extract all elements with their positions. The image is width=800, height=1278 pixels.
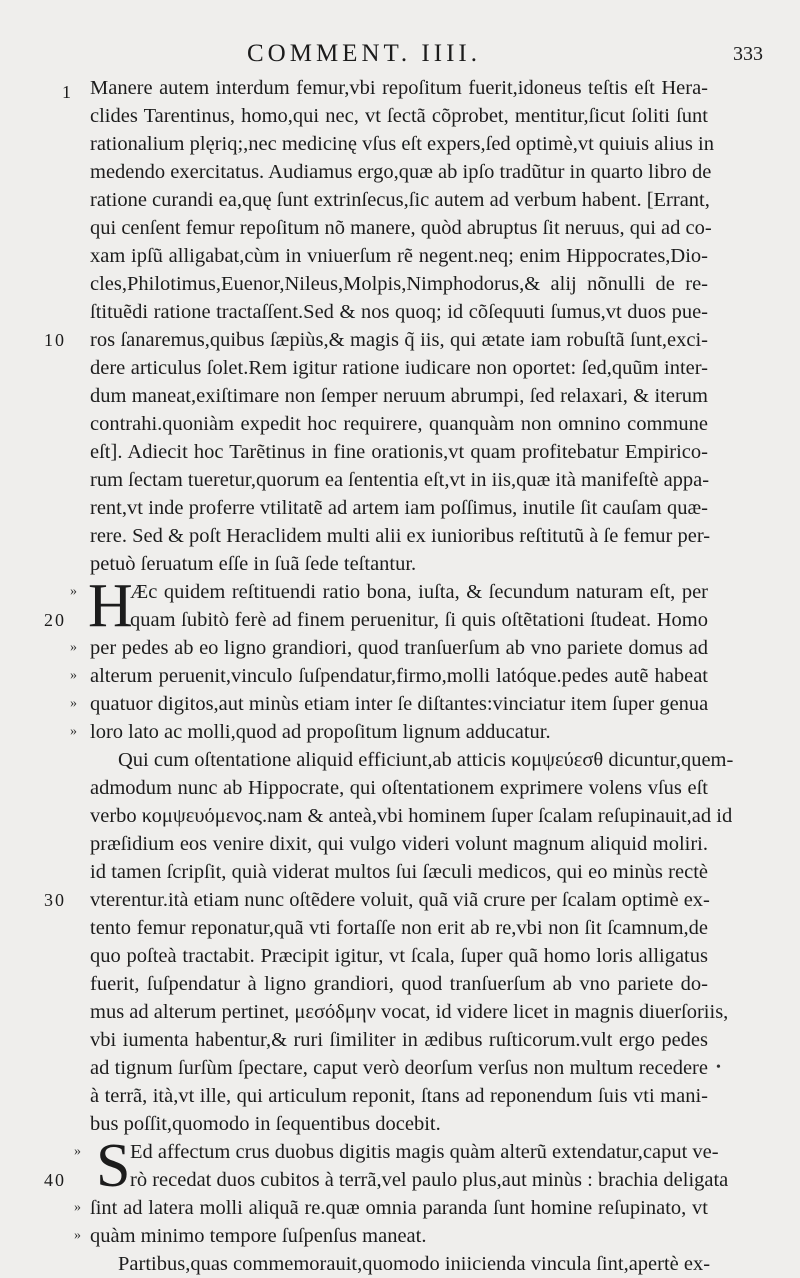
text-line: præſidium eos venire dixit, qui vulgo videri volunt magnum aliquid moliri.	[90, 833, 708, 855]
text-line: eſt]. Adiecit hoc Tarẽtinus in fine orationis,vt quam profitebatur Empirico-	[90, 441, 708, 463]
page-header	[0, 40, 800, 70]
line-number: 1	[62, 82, 73, 102]
text-line: dum maneat,exiſtimare non ſemper neruum abrumpi, ſed relaxari, & iterum	[90, 385, 708, 407]
text-line: loro lato ac molli,quod ad propoſitum lignum adducatur.	[90, 721, 551, 743]
text-line: qui cenſent femur repoſitum nõ manere, quòd abruptus ſit neruus, qui ad co-	[90, 217, 712, 239]
text-line: ratione curandi ea,quę ſunt extrinſecus,ſic autem ad verbum habent. [Errant,	[90, 189, 710, 211]
text-line: rum ſectam tueretur,quorum ea ſententia eſt,vt in iis,quæ ità manifeſtè appa-	[90, 469, 710, 491]
text-line: cles,Philotimus,Euenor,Nileus,Molpis,Nimphodorus,& alij nõnulli de re-	[90, 273, 708, 295]
text-line: Manere autem interdum femur,vbi repoſitum fuerit,idoneus teſtis eſt Hera-	[90, 77, 708, 99]
text-line: verbo κομψευόμενος.nam & anteà,vbi hominem ſuper ſcalam reſupinauit,ad id	[90, 805, 733, 827]
text-line: ros ſanaremus,quibus ſæpiùs,& magis q̃ iis, qui ætate iam robuſtã ſunt,exci-	[90, 329, 708, 351]
running-head: COMMENT. IIII.	[247, 40, 481, 67]
margin-bullet: •	[716, 1060, 721, 1075]
text-line: Qui cum oſtentatione aliquid efficiunt,ab atticis κομψεύεσθ dicuntur,quem-	[118, 749, 734, 771]
text-line: vbi iumenta habentur,& ruri ſimiliter in ædibus ruſticorum.vult ergo pedes	[90, 1029, 708, 1051]
text-line: id tamen ſcripſit, quià viderat multos ſui ſæculi medicos, qui eo minùs rectè	[90, 861, 708, 883]
text-line: tento femur reponatur,quã vti fortaſſe non erit ab re,vbi non ſit ſcamnum,de	[90, 917, 708, 939]
line-number: 40	[44, 1170, 66, 1190]
line-number: 10	[44, 330, 66, 350]
text-line: vterentur.ità etiam nunc oſtẽdere voluit, quã viã crure per ſcalam optimè ex-	[90, 889, 710, 911]
text-line: alterum peruenit,vinculo ſuſpendatur,firmo,molli latóque.pedes autẽ habeat	[90, 665, 708, 687]
text-line: quatuor digitos,aut minùs etiam inter ſe diſtantes:vinciatur item ſuper genua	[90, 693, 709, 715]
quote-mark: »	[74, 1144, 81, 1159]
line-number: 30	[44, 890, 66, 910]
text-line: clides Tarentinus, homo,qui nec, vt ſectã cõprobet, mentitur,ſicut ſoliti ſunt	[90, 105, 708, 127]
text-line: contrahi.quoniàm expedit hoc requirere, quanquàm non omnino commune	[90, 413, 708, 435]
text-line: Partibus,quas commemorauit,quomodo iniicienda vincula ſint,apertè ex-	[118, 1253, 711, 1275]
quote-mark: »	[70, 696, 77, 711]
text-line: xam ipſũ alligabat,cùm in vniuerſum rẽ negent.neq; enim Hippocrates,Dio-	[90, 245, 708, 267]
text-line: ſtituẽdi ratione tractaſſent.Sed & nos quoq; id cõſequuti ſumus,vt duos pue-	[90, 301, 708, 323]
text-line: fuerit, ſuſpendatur à ligno grandiori, quod tranſuerſum ab vno pariete do-	[90, 973, 708, 995]
drop-cap: S	[96, 1132, 131, 1200]
page-number: 333	[733, 43, 763, 65]
text-line: petuò ſeruatum eſſe in ſuã ſede teſtantur.	[90, 553, 417, 575]
drop-cap: H	[88, 572, 133, 640]
text-line: medendo exercitatus. Audiamus ergo,quæ ab ipſo tradũtur in quarto libro de	[90, 161, 712, 183]
text-line: admodum nunc ab Hippocrate, qui oſtentationem exprimere volens vſus eſt	[90, 777, 708, 799]
text-line: quàm minimo tempore ſuſpenſus maneat.	[90, 1225, 427, 1247]
text-line: dere articulus ſolet.Rem igitur ratione iudicare non oportet: ſed,quũm inter-	[90, 357, 708, 379]
line-number: 20	[44, 610, 66, 630]
quote-mark: »	[74, 1200, 81, 1215]
text-line: quam ſubitò ferè ad finem peruenitur, ſi quis oſtẽtationi ſtudeat. Homo	[130, 609, 708, 631]
text-line: rationalium plęriq;,nec medicinę vſus eſt expers,ſed optimè,vt quiuis alius in	[90, 133, 714, 155]
text-line: per pedes ab eo ligno grandiori, quod tranſuerſum ab vno pariete domus ad	[90, 637, 708, 659]
text-line: mus ad alterum pertinet, μεσόδμην vocat, id videre licet in magnis diuerſoriis,	[90, 1001, 729, 1023]
quote-mark: »	[70, 584, 77, 599]
text-line: rò recedat duos cubitos à terrã,vel paulo plus,aut minùs : brachia deligata	[130, 1169, 729, 1191]
text-line: quo poſteà tractabit. Præcipit igitur, vt ſcala, ſuper quã homo loris alligatus	[90, 945, 708, 967]
text-line: Ed affectum crus duobus digitis magis quàm alterũ extendatur,caput ve-	[130, 1141, 719, 1163]
quote-mark: »	[74, 1228, 81, 1243]
quote-mark: »	[70, 640, 77, 655]
text-line: ad tignum ſurſùm ſpectare, caput verò deorſum verſus non multum recedere	[90, 1057, 708, 1079]
text-line: rent,vt inde proferre vtilitatẽ ad artem iam poſſimus, inutile ſit cauſam quæ-	[90, 497, 708, 519]
quote-mark: »	[70, 724, 77, 739]
text-line: à terrã, ità,vt ille, qui articulum reponit, ſtans ad reponendum ſuis vti mani-	[90, 1085, 708, 1107]
text-line: ſint ad latera molli aliquã re.quæ omnia paranda ſunt homine reſupinato, vt	[90, 1197, 708, 1219]
quote-mark: »	[70, 668, 77, 683]
text-line: rere. Sed & poſt Heraclidem multi alii ex iunioribus reſtitutũ à ſe femur per-	[90, 525, 711, 547]
text-line: Æc quidem reſtituendi ratio bona, iuſta, & ſecundum naturam eſt, per	[130, 581, 708, 603]
text-line: bus poſſit,quomodo in ſequentibus docebit.	[90, 1113, 441, 1135]
